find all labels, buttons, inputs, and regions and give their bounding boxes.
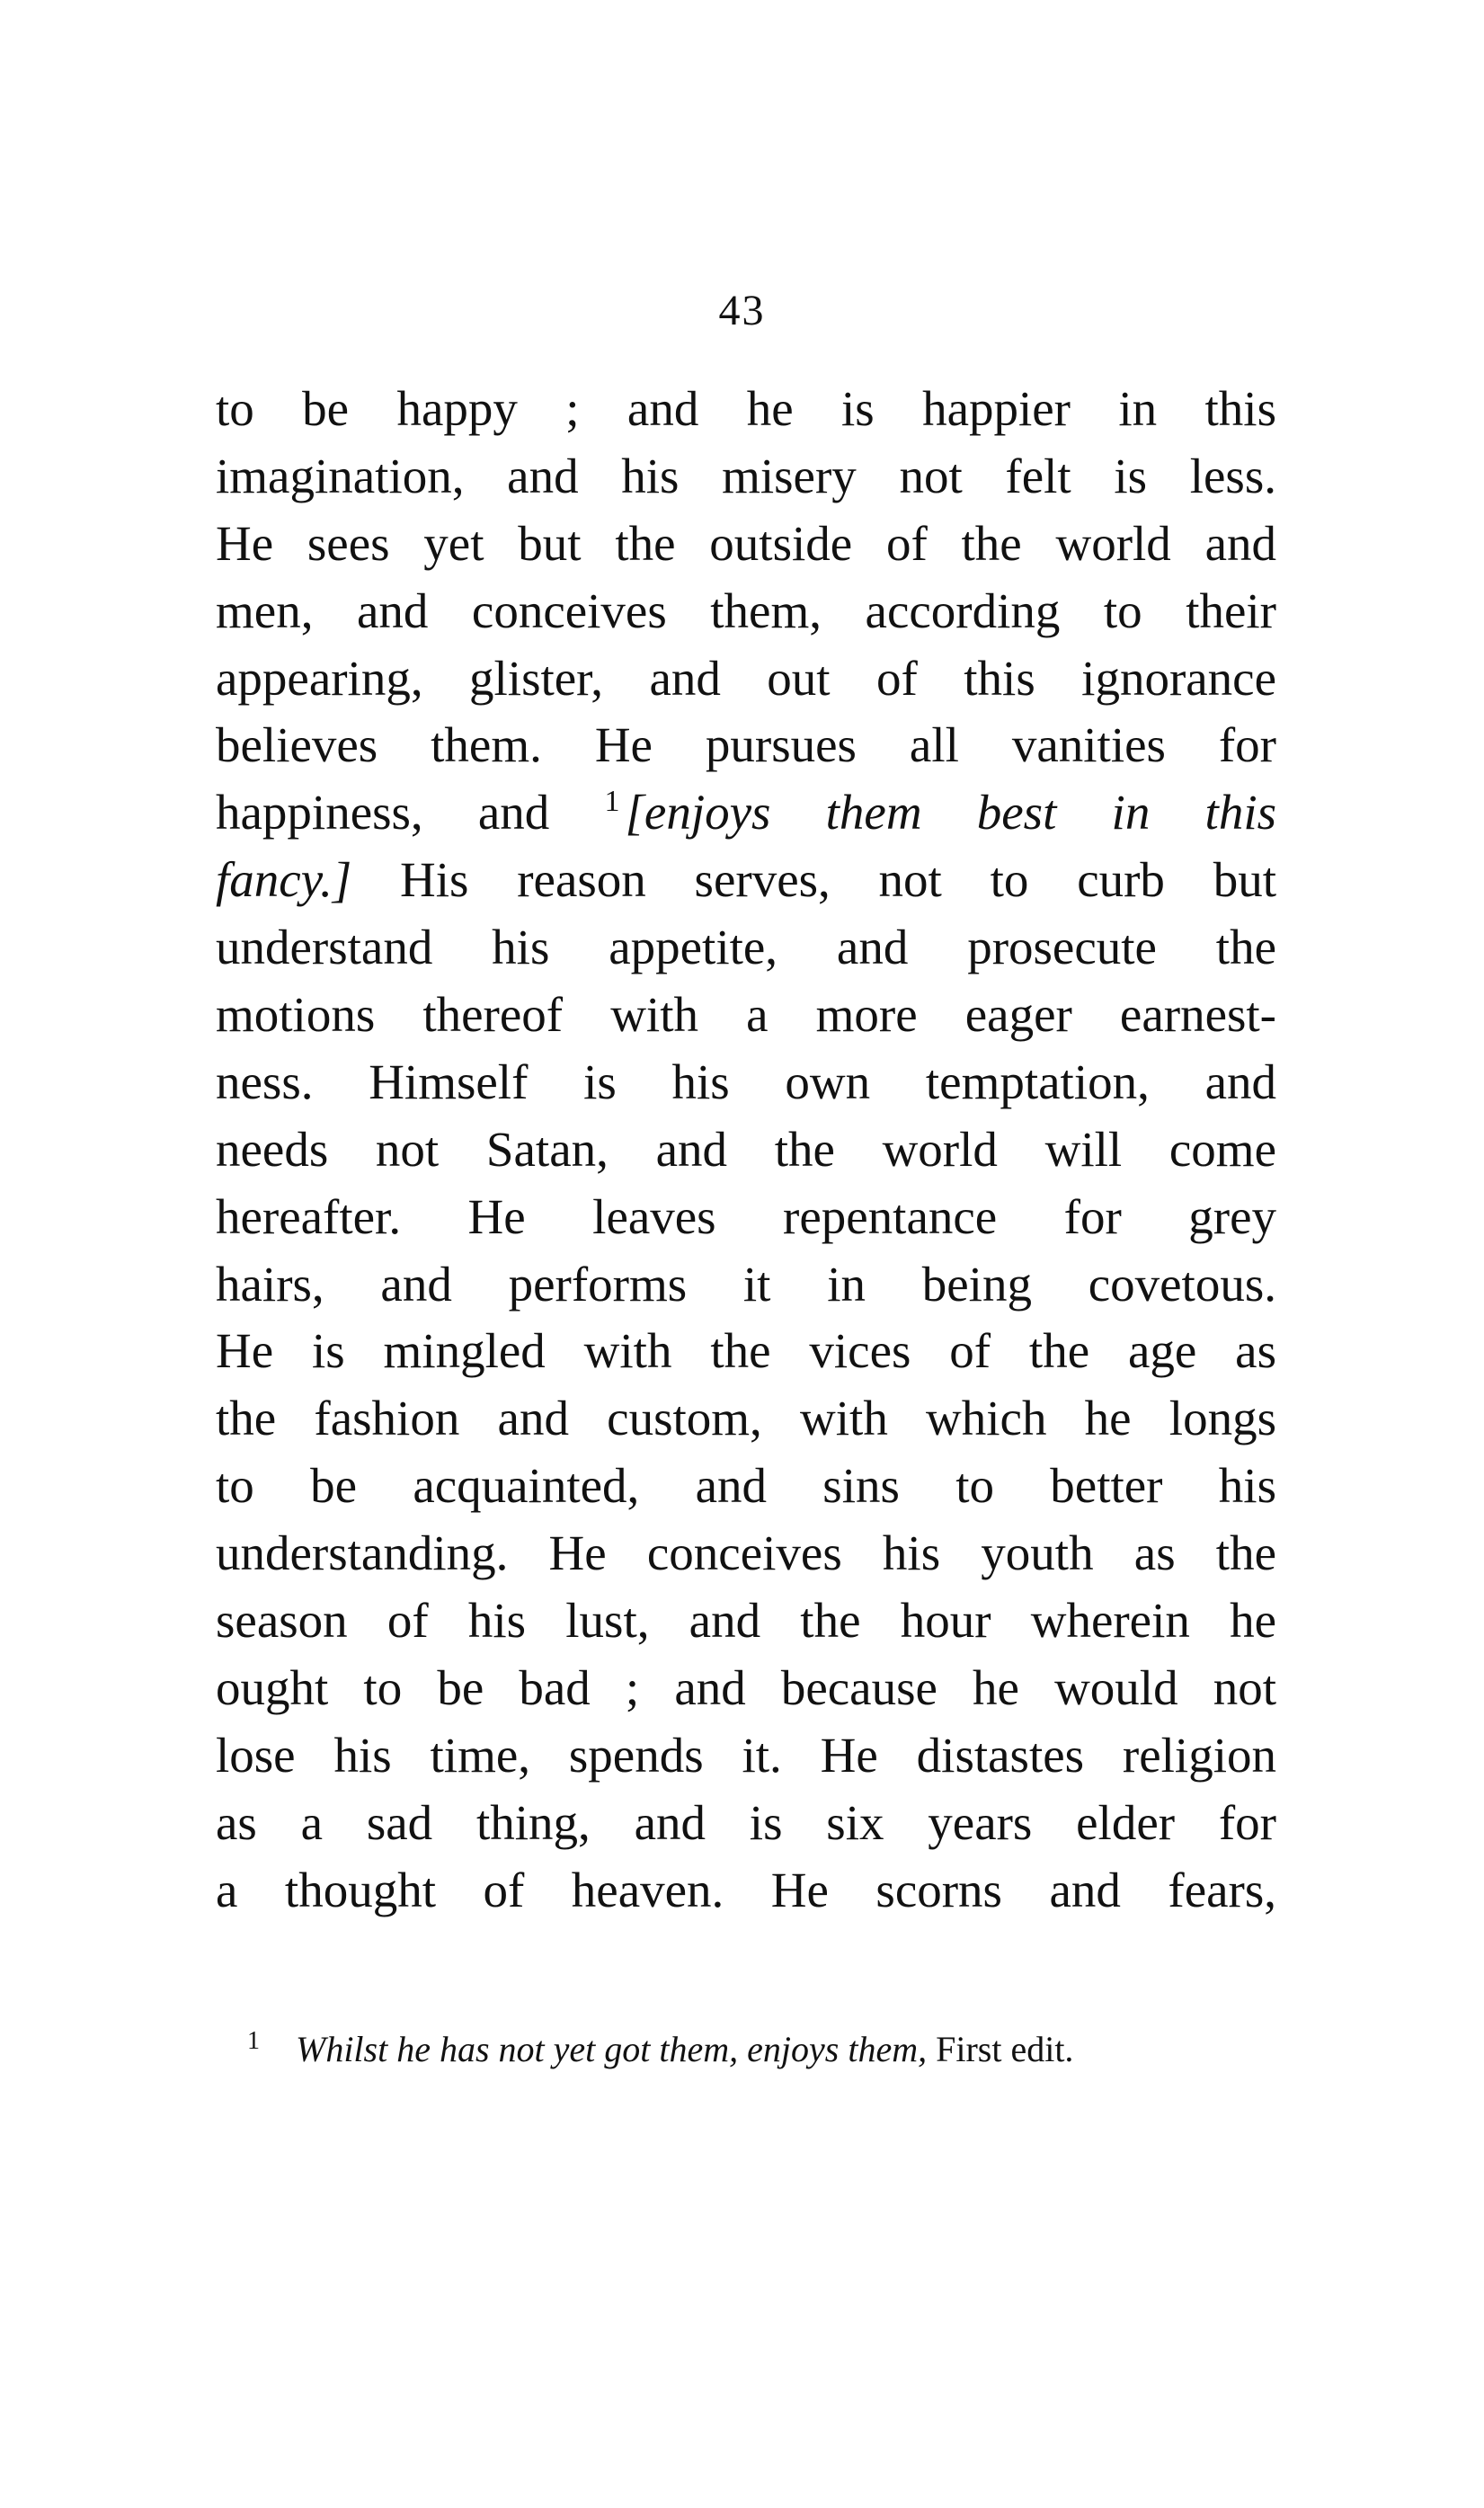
body-text: [216, 376, 1276, 1924]
text-line: season of his lust, and the hour wherein he: [216, 1593, 1276, 1649]
text-line: imagination, and his misery not felt is less.: [216, 448, 1276, 503]
footnote: [247, 2023, 1276, 2077]
text-line: the fashion and custom, with which he longs: [216, 1391, 1276, 1446]
text-line: a thought of heaven. He scorns and fears,: [216, 1862, 1276, 1917]
text-line: men, and conceives them, according to their: [216, 583, 1276, 638]
footnote-reference: 1: [604, 785, 620, 819]
text-line: hereafter. He leaves repentance for grey: [216, 1188, 1276, 1244]
text-line: ought to be bad ; and because he would not: [216, 1659, 1276, 1715]
footnote-source: First edit.: [936, 2029, 1074, 2069]
footnote-mark: 1: [247, 2027, 260, 2055]
page-number: 43: [718, 287, 766, 334]
text-line: He is mingled with the vices of the age as: [216, 1323, 1276, 1379]
text-line: understanding. He conceives his youth as the: [216, 1525, 1276, 1581]
text-line: ness. Himself is his own temptation, and: [216, 1054, 1276, 1109]
text-line: understand his appetite, and prosecute the: [216, 920, 1276, 975]
text-line: to be acquainted, and sins to better his: [216, 1458, 1276, 1514]
italic-variant-reading: [enjoys them best in this: [625, 785, 1277, 840]
italic-variant-reading: fancy.]: [216, 852, 352, 908]
text-line: appearing, glister, and out of this ignorance: [216, 650, 1276, 706]
text-line: believes them. He pursues all vanities for: [216, 717, 1276, 773]
footnote-italic-text: Whilst he has not yet got them, enjoys them,: [296, 2029, 928, 2069]
text-segment: happiness, and: [216, 785, 550, 840]
text-segment: His reason serves, not to curb but: [400, 852, 1276, 908]
text-line: needs not Satan, and the world will come: [216, 1121, 1276, 1177]
text-line: motions thereof with a more eager earnest-: [216, 987, 1276, 1043]
text-line: as a sad thing, and is six years elder for: [216, 1794, 1276, 1850]
text-line: He sees yet but the outside of the world and: [216, 515, 1276, 571]
text-line-with-note: [216, 779, 1276, 847]
text-line-with-note: [216, 847, 1276, 914]
text-line: lose his time, spends it. He distastes religion: [216, 1727, 1276, 1783]
text-line: hairs, and performs it in being covetous.: [216, 1256, 1276, 1312]
text-line: to be happy ; and he is happier in this: [216, 381, 1276, 436]
